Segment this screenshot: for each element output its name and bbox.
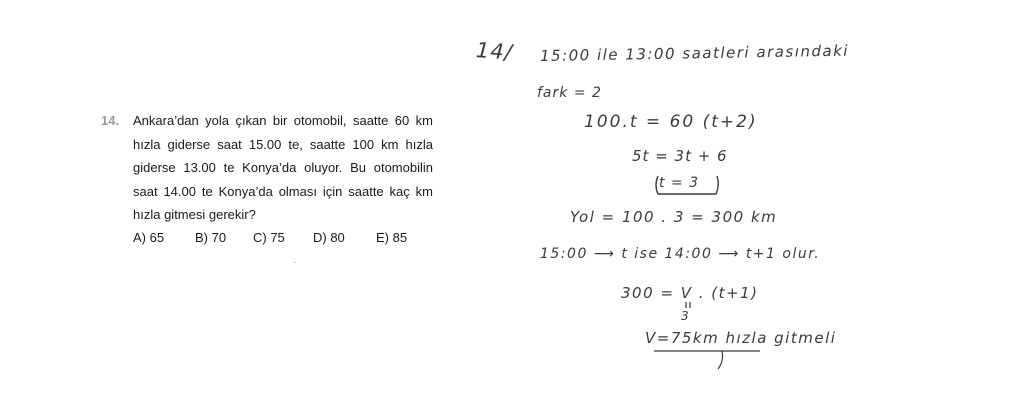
handwritten-line: Yol = 100 . 3 = 300 km: [570, 208, 778, 226]
option-d: D) 80: [313, 230, 345, 245]
handwritten-final-answer: V=75km hızla gitmeli: [645, 329, 837, 347]
handwritten-line: 300 = V . (t+1): [621, 284, 759, 302]
option-b: B) 70: [195, 230, 227, 245]
question-number: 14.: [101, 113, 120, 128]
handwritten-line: 15:00 ⟶ t ise 14:00 ⟶ t+1 olur.: [540, 246, 821, 262]
handwritten-question-number: 14/: [475, 38, 514, 65]
option-a: A) 65: [133, 230, 165, 245]
substituted-value: 3: [681, 309, 689, 323]
question-line: Ankara’dan yola çıkan bir otomobil, saatte 60 km: [133, 113, 433, 128]
handwritten-line: fark = 2: [537, 85, 602, 101]
question-line: saat 14.00 te Konya’da olması için saatte kaç km: [133, 183, 433, 199]
question-line: giderse 13.00 te Konya’da oluyor. Bu otomobilin: [133, 160, 433, 175]
question-text: [133, 109, 433, 227]
option-e: E) 85: [376, 230, 408, 245]
final-answer-underline: [652, 343, 762, 373]
handwritten-line: 5t = 3t + 6: [632, 147, 728, 165]
handwritten-line: 15:00 ile 13:00 saatleri arasındaki: [539, 41, 850, 65]
question-line: hızla gitmesi gerekir?: [133, 207, 256, 222]
option-c: C) 75: [253, 230, 285, 245]
scan-speck: [294, 262, 296, 263]
handwritten-line: 100.t = 60 (t+2): [584, 112, 758, 132]
handwritten-boxed-result: t = 3: [659, 175, 700, 191]
question-line: hızla giderse saat 15.00 te, saatte 100 km hızla: [133, 136, 433, 152]
